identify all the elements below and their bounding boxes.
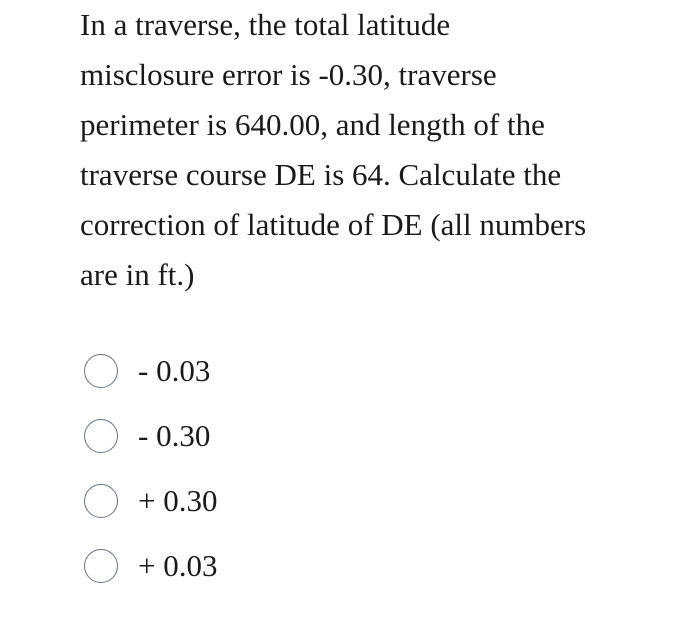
radio-button[interactable] <box>84 549 118 583</box>
question-line: are in ft.) <box>80 257 195 292</box>
question-line: traverse course DE is 64. Calculate the <box>80 157 562 192</box>
question-line: perimeter is 640.00, and length of the <box>80 107 545 142</box>
answer-option-4[interactable] <box>84 533 484 598</box>
answer-option-3[interactable] <box>84 468 484 533</box>
answer-option-2[interactable] <box>84 403 484 468</box>
question-line: correction of latitude of DE (all numbers <box>80 207 587 242</box>
answer-option-1[interactable] <box>84 338 484 403</box>
radio-button[interactable] <box>84 354 118 388</box>
question-text <box>80 0 680 300</box>
question-line: In a traverse, the total latitude <box>80 7 451 42</box>
answer-option-label: - 0.03 <box>138 352 211 388</box>
answer-option-label: + 0.30 <box>138 482 218 518</box>
radio-button[interactable] <box>84 484 118 518</box>
question-line: misclosure error is -0.30, traverse <box>80 57 497 92</box>
answer-option-label: + 0.03 <box>138 547 218 583</box>
answer-option-label: - 0.30 <box>138 417 211 453</box>
radio-button[interactable] <box>84 419 118 453</box>
answer-options <box>84 338 484 598</box>
